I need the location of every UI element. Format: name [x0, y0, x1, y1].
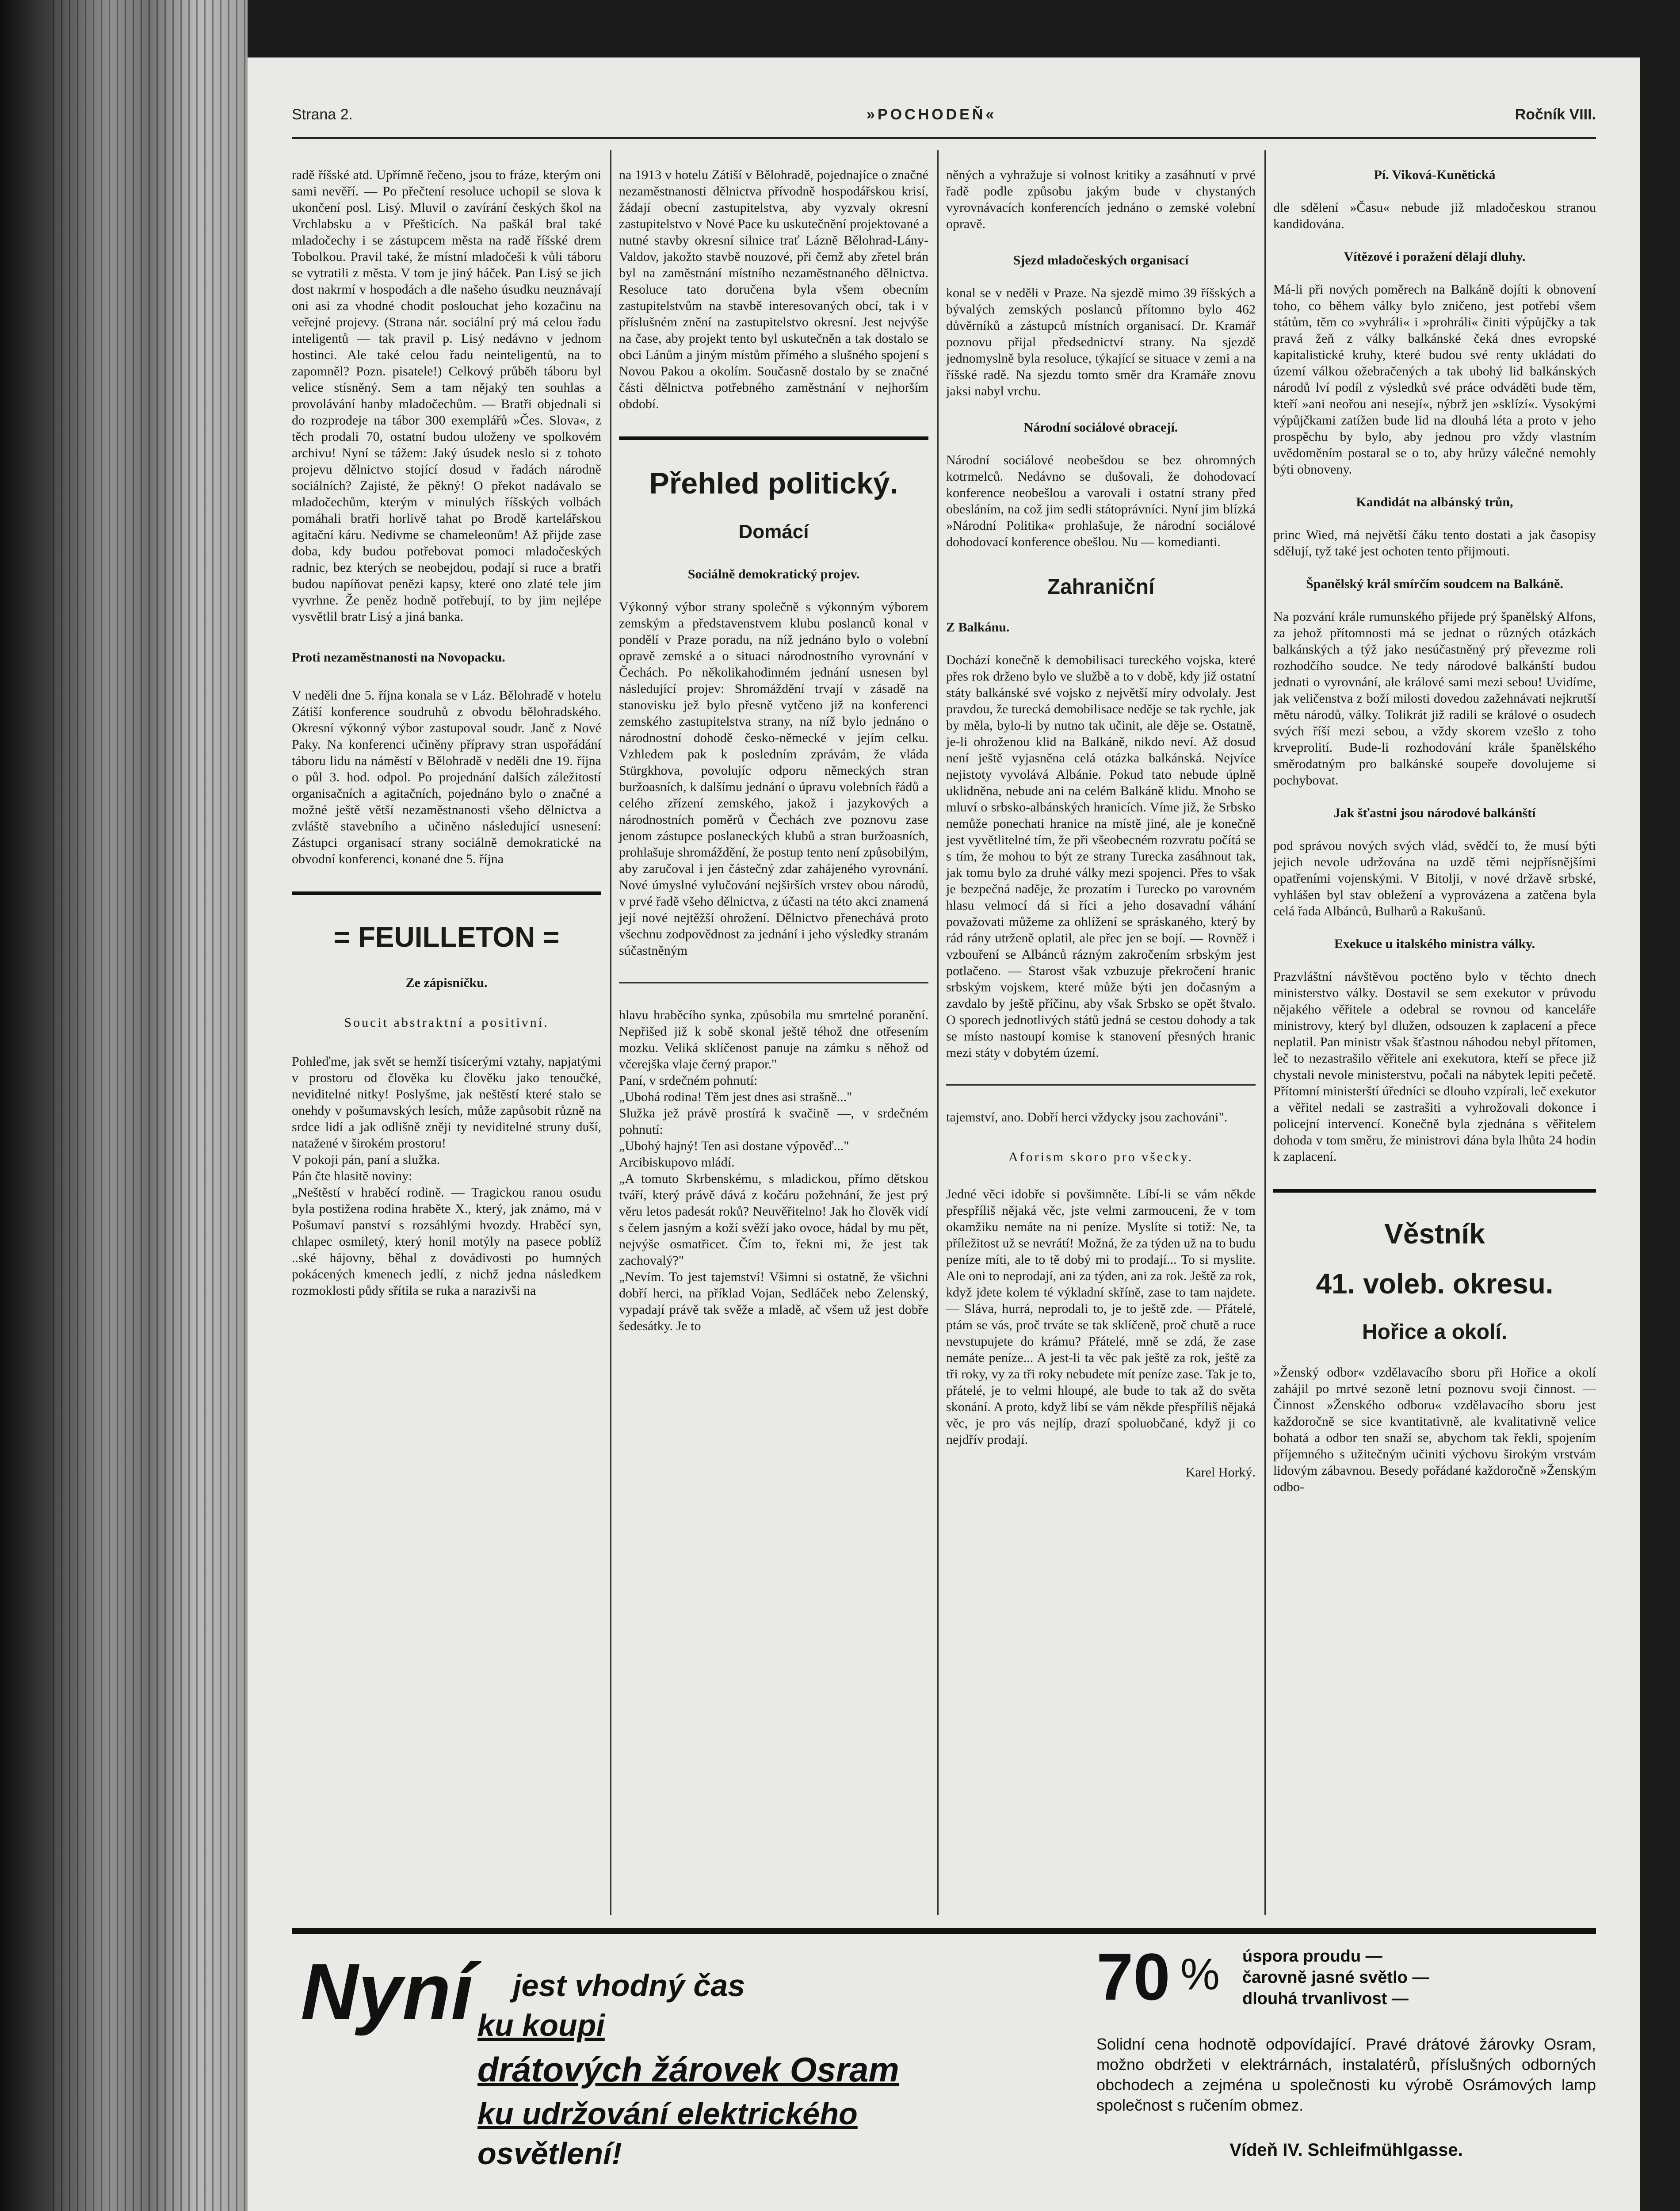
feuilleton-heading: = FEUILLETON =	[333, 921, 560, 953]
newspaper-page	[248, 57, 1640, 2211]
ad-script-line: osvětlení!	[477, 2136, 622, 2171]
article-text: Výkonný výbor strany společně s výkonným výborem zemským a představenstvem klubu poslanců konal v pondělí v Praze poradu, na níž jednáno bylo o volební opravě zemské a o situaci národnostního vyrovnání v Čechách. Po několikahodinném jednání usnesen byl následující projev: Shromáždění trvají v zásadě na stanovisku jež bylo přesně vytčeno již na konferenci zemského zastupitelstva strany, na níž bylo jednáno o národnostní dohodě česko-německé v jejím celku. Vzhledem pak k posledním zprávám, že vláda Stürgkhova, povolujíc odporu německých stran buržoasních, k dalšímu jednání o úpravu volebních řádů a celého zřízení zemského, jakož i jazykových a národnostních poměrů v Čechách zve poznovu zase jenom zástupce poslaneckých klubů a stran buržoasních, prohlašuje shromáždění, že postup tento není způsobilým, aby zaručoval i jen částečný zdar zahájeného vyrovnání. Nové úmyslné vylučování nejširších vrstev obou národů, v prvé řadě všeho dělnictva, z účasti na této akci znamená její nové nejtěžší ohrožení. Dělnictvo přenechává proto všechnu zodpovědnost za jednání i jeho výsledky stranám súčastněným	[619, 600, 928, 958]
ad-top-rule	[292, 1928, 1596, 1934]
article-heading: Španělský král smírčím soudcem na Balkáně.	[1306, 577, 1563, 591]
section-heading: Zahraniční	[1047, 575, 1155, 599]
ad-info-block	[1096, 1941, 1596, 2171]
bulletin-heading-district: 41. voleb. okresu.	[1316, 1268, 1554, 1300]
column-2	[619, 150, 928, 1350]
ad-feature: úspora proudu —	[1242, 1947, 1382, 1966]
ad-script-line: jest vhodný čas	[513, 1968, 745, 2003]
volume-number: Ročník VIII.	[1515, 106, 1596, 123]
column-divider	[610, 150, 611, 1915]
article-text: Na pozvání krále rumunského přijede prý španělský Alfons, za jehož přítomnosti má se jednat o různých otázkách balkánských a týž jako nesúčastněný prý převezme roli rozhodčího soudce. Ne tedy národové balkánští budou jednati o vyrovnání, ale králové sami mezi sebou! Uvidíme, jak veličenstva z boží milosti dovedou zažehnávati nejkrutší mětu národů, války. Tolikrát již radili se králové o osudech svých říší mezi sebou, a vždy skorem vzešlo z toho krveprolití. Bude-li rozhodování krále španělského směrodatným pro balkánské soupeře dovolujeme si pochybovat.	[1273, 609, 1596, 788]
ad-savings-number: 70	[1096, 1939, 1170, 2014]
article-text: Má-li při nových poměrech na Balkáně dojíti k obnovení toho, co během války bylo zničeno, jest potřebí všem státům, těm co »vyhráli« i »prohráli« činiti výpůjčky a tak pravá žeň z války balkánské čeká dnes evropské kapitalistické kruhy, které budou své renty ukládati do území válkou ožebračených a tak ubohý lid balkánských národů lví podíl z výsledků své práce odváděti bude těm, kteří »ani neořou ani nesejí«, nýbrž jen »sklízí«. Vysokými výpůjčkami zatížen bude lid na dlouhá léta a proto v jeho prospěchu by bylo, aby jednou pro vždy vlastním uvědoměním postaral se o to, aby hrůzy válečné nemohly býti obnoveny.	[1273, 282, 1596, 477]
page-number: Strana 2.	[292, 106, 353, 123]
ad-feature: dlouhá trvanlivost —	[1242, 1989, 1409, 2008]
aphorism-text: Jedné věci idobře si povšimněte. Líbí-li se vám někde přespříliš nějaká věc, jste velmi zarmouceni, že v tom okamžiku nemáte na ni peníze. Myslíte si totiž: Ne, ta příležitost už se nevrátí! Možná, že za týden už na to budu peníze míti, ale to tě dobý mi to prodají... To si myslite. Ale oni to neprodají, ani za týden, ani za rok. Ještě za rok, když jdete kolem té výkladní skříně, zase to tam najdete. — Sláva, hurrá, neprodali to, je to ještě zde. — Přátelé, ptám se vás, proč trváte se tak sklíčeně, proč chutě a ruce nevstupujete do krámu? Přátelé, mně se zdá, že zase nemáte peníze... A jest-li ta věc pak ještě za rok, ještě za tři roky, vy za tři roky nebudete mít peníze zase. Tak je to, přátelé, je to velmi hloupé, ale bude to tak až do světa skonání. A proto, když libí se vám někde přespříliš nějaká věc, je pro vás nejlíp, drazí spoluobčané, když ji co nejdřív prodají.	[946, 1187, 1256, 1447]
article-heading: Pí. Viková-Kunětická	[1374, 168, 1496, 182]
article-text: na 1913 v hotelu Zátiší v Bělohradě, pojednajíce o značné nezaměstnanosti dělnictva přívodně hospodářskou krisí, žádají obecní zastupitelstva, aby vyzvaly okresní zastupitelstvo v Nové Pace ku uskutečnění projektované a nutné stavby okresní silnice trať Lázně Bělohrad-Lány-Valdov, jakožto stavbě nouzové, při čemž aby zřetel brán byl na zaměstnání místního nezaměstnaného dělnictva. Resoluce tato doručena byla všem obecním zastupitelstvům na stavbě interesovaných obcí, tak i v příslušném znění na zastupitelstvo okresní. Jest nejvýše na čase, aby projekt tento byl uskutečněn a tak dostalo se obci Lánům a jiným místům přímého a slušného spojení s Novou Pakou a okolím. Současně dostalo by se značné části dělnictva potřebného zaměstnání v nejhorším období.	[619, 168, 928, 411]
page-edges	[53, 0, 248, 2211]
ad-body-text: Solidní cena hodnotě odpovídající. Pravé drátové žárovky Osram, možno obdržeti v elektrárnách, instalatérů, příslušných odborných obchodech a zejména u společnosti ku výrobě Osrámových lamp společnost s ručením obmez.	[1096, 2035, 1596, 2114]
feuilleton-text: Pohleďme, jak svět se hemží tisícerými vztahy, napjatými v prostoru od člověka ku člověku jako tenoučké, neviditelné nitky! Poslyšme, jak neštěstí které stalo se onehdy v pošumavských lesích, může zapůsobit různě na srdce lidí a jak odlišně zněji ty neviditelné struny duší, natažené v širokém prostoru! V pokoji pán, paní a služka. Pán čte hlasitě noviny: „Neštěstí v hraběcí rodině. — Tragickou ranou osudu byla postižena rodina hraběte X., který, jak známo, má v Pošumaví panství s rozsáhlými hvozdy. Hraběcí syn, chlapec osmiletý, který honil motýly na pasece poblíž ..ské hájovny, běhal z dovádivosti po humných pokácených kmenech jedlí, z nichž jedna následkem rozmoklosti půdy sřítila se ruka a narazivši na	[292, 1054, 601, 1298]
section-rule	[619, 436, 928, 440]
ad-script-line: drátových žárovek Osram	[477, 2050, 899, 2089]
page-header	[292, 106, 1596, 137]
signature: Karel Horký.	[1185, 1465, 1256, 1480]
ad-script-line: ku udržování elektrického	[477, 2096, 858, 2131]
article-heading: Národní sociálové obracejí.	[1023, 420, 1178, 435]
article-text: V neděli dne 5. října konala se v Láz. Bělohradě v hotelu Zátiší konference soudruhů z obvodu bělohradského. Okresní výkonný výbor zastupoval soudr. Janč z Nové Paky. Na konferenci učiněny přípravy stran uspořádání táboru lidu na náměstí v Bělohradě v neděli dne 19. října o půl 3. hod. odpol. Po projednání dalších záležitostí organisačních a agitačních, pojednáno bylo o značné a možné ještě větší nezaměstnanosti všeho dělnictva a zvláště stavebního a učiněno následující usnesení: Zástupci organisací strany sociálně demokratické na obvodní konferenci, konané dne 5. října	[292, 688, 601, 866]
article-heading: Proti nezaměstnanosti na Novopacku.	[292, 650, 505, 665]
article-text: dle sdělení »Času« nebude již mladočeskou stranou kandidována.	[1273, 200, 1596, 231]
column-divider	[1264, 150, 1266, 1915]
masthead-title: »POCHODEŇ«	[867, 106, 997, 123]
article-heading: Kandidát na albánský trůn,	[1356, 495, 1513, 509]
ad-feature-list	[1242, 1946, 1429, 2009]
article-text: konal se v neděli v Praze. Na sjezdě mimo 39 říšských a bývalých zemských poslanců přítomno bylo 462 důvěrníků a zástupců místních organisací. Dr. Kramář poznovu přijal předsednictví strany. Na sjezdě jednomyslně byla resoluce, týkající se situace v zemi a na říšské radě. Na sjezdu tomto směr dra Kramáře znovu jaksi nabyl vrchu.	[946, 286, 1256, 398]
feuilleton-subheading: Ze zápisníčku.	[405, 975, 488, 990]
article-text: Dochází konečně k demobilisaci tureckého vojska, které přes rok drženo bylo ve službě a to v době, kdy již ostatní státy balkánské své vojsko z největší míry odvolaly. Jest pravdou, že turecká demobilisace neděje se tak rychle, jak by měla, bylo-li by nutno tak učinit, ale děje se. Ostatně, je-li ohroženou klid na Balkáně, nikdo neví. Až dosud není ještě vyjasněna celá otázka balkánská. Nejvíce nejistoty vyvolává Albánie. Pokud tato nebude úplně uklidněna, nebude ani na celém Balkáně klidu. Mnoho se mluví o srbsko-albánských hranicích. Víme již, že Srbsko nemůže ponechati hranice na místě jiné, ale je konečně jest vyvětlitelné tím, že při všeobecném rozvratu počítá se s tím, že mohou to být ze strany Turecka zasáhnout tak, jak tomu bylo za druhé války mezi spojenci. Přes to však je bezpečná naděje, že prozatím i Turecko po varovném hlasu velmocí dá si říci a jeho dosavadní váhání považovati můžeme za ohlížení se spráskaného, který by rád rány utrženě oplatil, ale přec jen se bojí. — Rovněž i vzbouření se Albánců rázným zakročením srbským jest potlačeno. — Starost však vzbuzuje překročení hranic srbským vojskem, které může býti jen dočasným a zavdalo by ještě příčinu, aby však Srbsko se opět štvalo. O sporech jednotlivých států jedná se cestou dohody a tak se místo nastoupí komise k stanovení přesných hranic mezi státy v dobytém území.	[946, 653, 1256, 1060]
bulletin-subheading: Hořice a okolí.	[1362, 1320, 1508, 1344]
article-heading: Jak šťastni jsou národové balkánští	[1333, 806, 1536, 820]
bulletin-heading: Věstník	[1384, 1218, 1485, 1250]
ad-script-slogan	[301, 1947, 986, 2171]
article-heading: Z Balkánu.	[946, 620, 1010, 635]
ad-script-line: ku koupi	[477, 2008, 605, 2043]
article-text: pod správou nových svých vlád, svědčí to, že musí býti jejich nevole udržována na uzdě těmi nejpřísnějšími opatřeními vojenskými. V Bitolji, v nové državě srbské, vyhlášen byl stav obležení a vyprovázena a zatčena byla celá řada Albánců, Bulharů a Rakušanů.	[1273, 838, 1596, 918]
article-heading: Vítězové i poražení dělají dluhy.	[1344, 249, 1526, 264]
article-text: něných a vyhražuje si volnost kritiky a zasáhnutí v prvé řadě podle způsobu jakým bude v chystaných vyrovnávacích konferencích jednáno o zemské volební opravě.	[946, 168, 1256, 231]
section-heading: Přehled politický.	[649, 467, 898, 500]
feuilleton-text: tajemství, ano. Dobří herci vždycky jsou zachováni".	[946, 1110, 1228, 1125]
article-heading: Exekuce u italského ministra války.	[1334, 937, 1535, 951]
ad-address: Vídeň IV. Schleifmühlgasse.	[1229, 2140, 1463, 2160]
column-divider	[937, 150, 939, 1915]
article-heading: Sociálně demokratický projev.	[687, 567, 860, 581]
ad-script-now: Nyní	[301, 1947, 473, 2036]
section-rule	[1273, 1189, 1596, 1193]
feuilleton-text: hlavu hraběcího synka, způsobila mu smrtelné poranění. Nepřišed již k sobě skonal ještě téhož dne otřesením mozku. Veliká sklíčenost panuje na zámku s něhož od včerejška vlaje černý prapor." Paní, v srdečném pohnutí: „Ubohá rodina! Těm jest dnes asi strašně..." Služka jež právě prostírá k svačině —, v srdečném pohnutí: „Ubohý hajný! Ten asi dostane výpověď..." Arcibiskupovo mládí. „A tomuto Skrbenskému, s mladickou, přímo dětskou tváří, který právě dává z kočáru požehnání, že jest prý věru letos padesát roků? Neuvěřitelno! Jak ho člověk vidí s čelem jasným a koží svěží jako ovoce, hádal by mu pět, nejvýše osmatřicet. Čím to, řekni mi, že jest tak zachovalý?" „Nevím. To jest tajemství! Všimni si ostatně, že všichni dobří herci, na příklad Vojan, Sedláček nebo Zelenský, vypadají právě tak svěže a mladě, ač všem už jest dobře šedesátky. Je to	[619, 1008, 928, 1333]
bulletin-text: »Ženský odbor« vzdělavacího sboru při Hořice a okolí zahájil po mrtvé sezoně letní poznovu svoji činnost. — Činnost »Ženského odboru« vzdělavacího sboru jest každoročně se sice kvantitativně, ale kvalitativně velice bohatá a odbor ten snaží se, abychom tak řekli, spojením příjemného s užitečným učiniti výchovu širokým vrstvám lidovým zábavnou. Besedy pořádané každoročně »Ženským odbo-	[1273, 1365, 1596, 1494]
osram-advertisement	[292, 1928, 1596, 2176]
header-rule	[292, 137, 1596, 139]
column-3	[946, 150, 1256, 1497]
article-heading: Sjezd mladočeských organisací	[1013, 253, 1189, 268]
aphorism-title: Aforism skoro pro všecky.	[1008, 1150, 1193, 1164]
section-subheading: Domácí	[738, 521, 809, 543]
section-rule	[619, 982, 928, 983]
column-4	[1273, 150, 1596, 1511]
article-text: Prazvláštní návštěvou poctěno bylo v těchto dnech ministerstvo války. Dostavil se sem exekutor v průvodu nějakého věřitele a odebral se rovnou od kanceláře ministrovy, který byl dlužen, odsouzen k zaplacení a přece neplatil. Pan ministr však šťastnou náhodou nebyl přítomen, leč to nezastrašilo věřitele ani exekutora, kteří se přece již chystali nevole ministerstvu, počali na nábytek lepiti pečetě. Přítomní ministerští úředníci se dlouho vzpírali, leč exekutor a věřitel nedali se zastrašiti a vyhrožovali dokonce i policejní intervencí. Konečně byla zjednána s věřitelem dohoda v tom směru, že ministrovi dána byla lhůta 24 hodin k zaplacení.	[1273, 969, 1596, 1164]
column-1	[292, 150, 601, 1315]
section-rule	[292, 891, 601, 895]
section-rule	[946, 1084, 1256, 1086]
ad-percent-sign: %	[1180, 1950, 1220, 1999]
article-text: princ Wied, má největší čáku tento dostati a jak časopisy sdělují, tyž také jest ochoten tento přijmouti.	[1273, 528, 1596, 558]
book-spine	[0, 0, 248, 2211]
ad-feature: čarovně jasné světlo —	[1242, 1968, 1429, 1987]
article-text: Národní sociálové neobešdou se bez ohromných kotrmelců. Nedávno se dušovali, že dohodovací konference neobešlou a varovali i ostatní strany před obesláním, na což jim sedli státoprávníci. Nyní jim blízká »Národní Politika« prohlašuje, že národní sociálové dohodovací konference obešlou. Nu — komedianti.	[946, 453, 1256, 549]
feuilleton-title: Soucit abstraktní a positivní.	[344, 1015, 549, 1030]
article-text: radě říšské atd. Upřímně řečeno, jsou to fráze, kterým oni sami nevěří. — Po přečtení resoluce uchopil se slova k ukončení posl. Lisý. Mluvil o zavírání českých škol na Vrchlabsku a v Přešticích. Na paškál bral také mladočechy i se zástupcem města na radě říšské drem Tobolkou. Pravil také, že místní mladočeši k vůli táboru se vytratili z města. V tom je jiný háček. Pan Lisý se jich dost nakrmí v hospodách a dle našeho úsudku neuznávají oni asi za vhodné chodit poslouchat jeho kozačinu na veřejné projevy. (Strana nár. sociální prý má celou řadu inteligentů — tak pravil p. Lisý nedávno v jednom hostinci. Ale také celou řadu neinteligentů, na to zapomněl? Pozn. pisatele!) Celkový průběh táboru byl velice stísněný. Sem a tam nějaký ten souhlas a provolávání hanby mladočechům. — Bratři objednali si do rozprodeje na tábor 300 exemplářů »Čes. Slova«, z těch prodali 70, ostatní budou uloženy ve spolkovém archivu! Nyní se tážem: Jaký úsudek neslo si z tohoto projevu dělnictvo stojící dosud v řadách národně sociálních? Zajisté, že pěkný! O překot nadávalo se mladočechům, kterým v minulých říšských volbách pomáhali bratři horlivě tahat po Brodě kartelářskou agitační káru. Nedivme se chameleonům! Až přijde zase doba, kdy budou potřebovat pomoci mladočeských radnic, bez kterých se neobejdou, podají si ruce a bratři budou napíňovat penězi kapsy, které ono zlaté tele jim vyvrhne. Že peněz hodně potřebují, to by jim nejlépe vysvětlil bratr Lisý a jiná banka.	[292, 168, 601, 624]
